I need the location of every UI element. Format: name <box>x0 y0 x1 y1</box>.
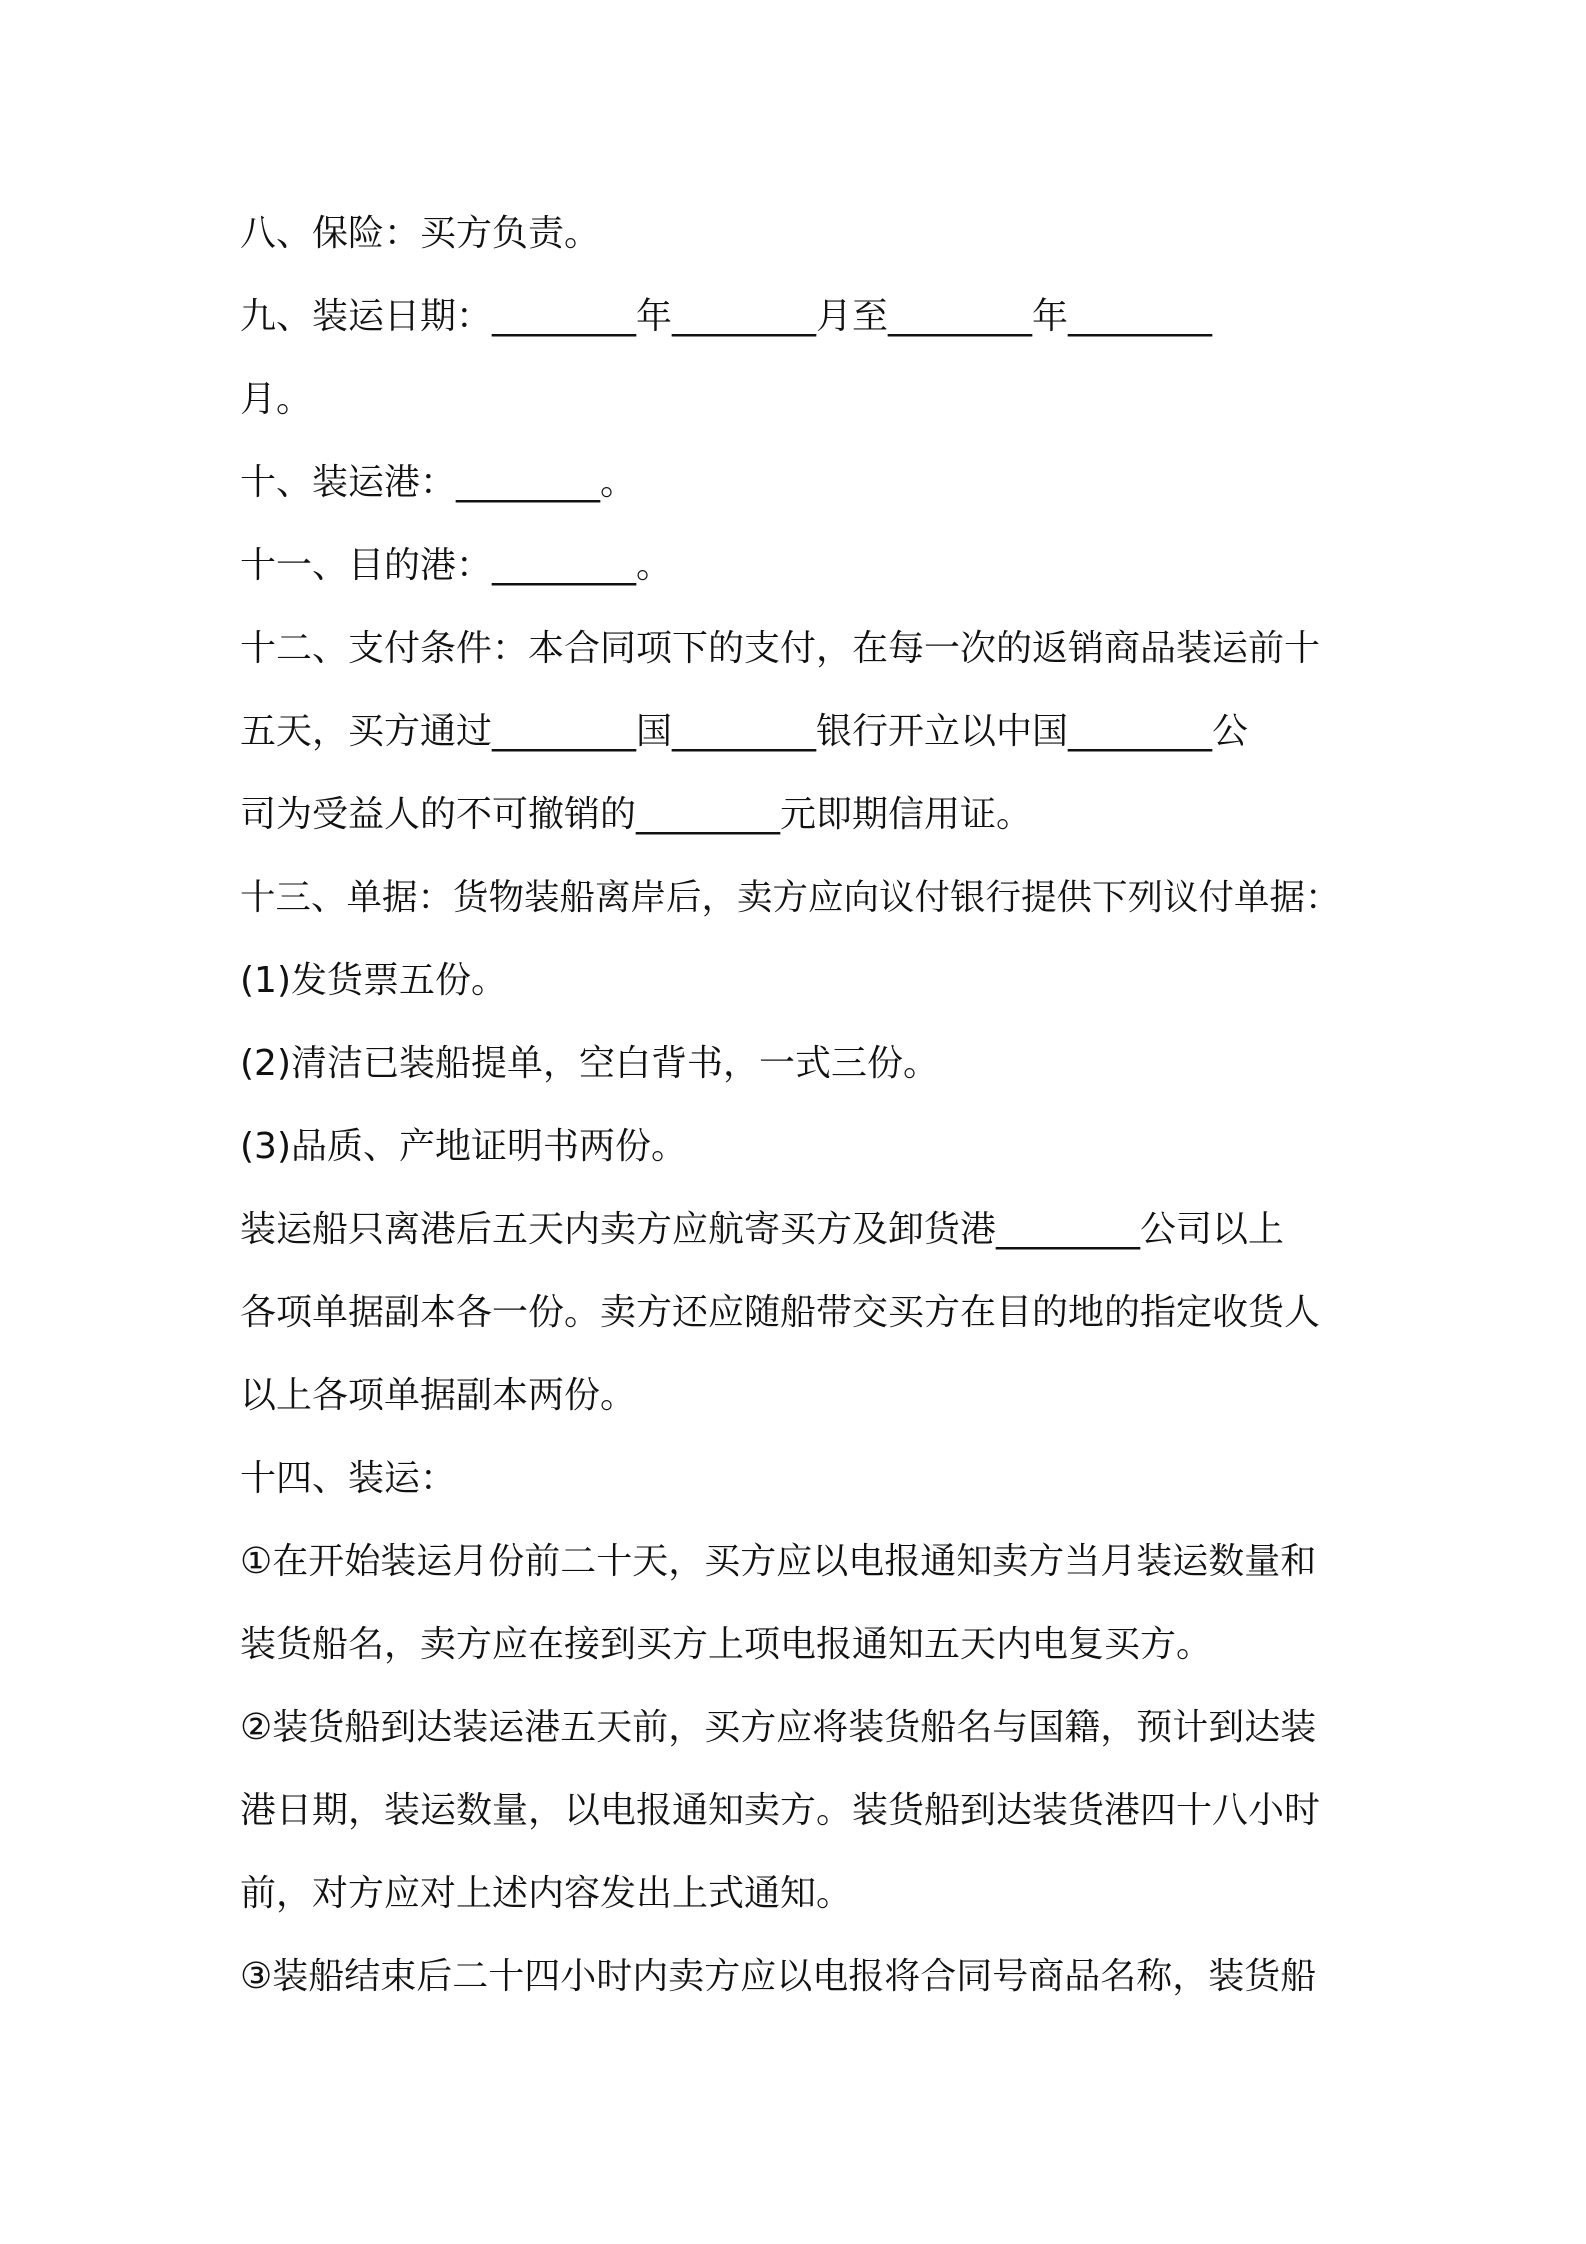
shipment-item-2-cont-2: 前，对方应对上述内容发出上式通知。 <box>240 1873 853 1914</box>
shipment-item-3: ③装船结束后二十四小时内卖方应以电报将合同号商品名称，装货船 <box>240 1956 1317 1997</box>
paragraph-airmail-copies: 装运船只离港后五天内卖方应航寄买方及卸货港________公司以上 <box>240 1209 1285 1250</box>
clause-payment-terms-cont-1: 五天，买方通过________国________银行开立以中国________公 <box>240 711 1249 752</box>
shipment-item-1-cont: 装货船名，卖方应在接到买方上项电报通知五天内电复买方。 <box>240 1624 1213 1665</box>
clause-shipment-date: 九、装运日期：________年________月至________年________ <box>240 296 1213 337</box>
shipment-item-2: ②装货船到达装运港五天前，买方应将装货船名与国籍，预计到达装 <box>240 1707 1317 1748</box>
document-item-bill-of-lading: (2)清洁已装船提单，空白背书，一式三份。 <box>240 1043 939 1084</box>
clause-loading-port: 十、装运港：________。 <box>240 462 637 503</box>
clause-insurance: 八、保险：买方负责。 <box>240 213 601 254</box>
clause-shipment: 十四、装运： <box>240 1458 457 1499</box>
document-item-invoice: (1)发货票五份。 <box>240 960 507 1001</box>
paragraph-airmail-copies-cont-2: 以上各项单据副本两份。 <box>240 1375 637 1416</box>
shipment-item-1: ①在开始装运月份前二十天，买方应以电报通知卖方当月装运数量和 <box>240 1541 1317 1582</box>
clause-destination-port: 十一、目的港：________。 <box>240 545 673 586</box>
document-body <box>240 192 1355 2018</box>
document-item-certificate: (3)品质、产地证明书两份。 <box>240 1126 687 1167</box>
clause-payment-terms-cont-2: 司为受益人的不可撤销的________元即期信用证。 <box>240 794 1033 835</box>
clause-payment-terms: 十二、支付条件：本合同项下的支付，在每一次的返销商品装运前十 <box>240 628 1321 669</box>
paragraph-airmail-copies-cont-1: 各项单据副本各一份。卖方还应随船带交买方在目的地的指定收货人 <box>240 1292 1321 1333</box>
clause-shipment-date-cont: 月。 <box>240 379 313 420</box>
shipment-item-2-cont-1: 港日期，装运数量，以电报通知卖方。装货船到达装货港四十八小时 <box>240 1790 1321 1831</box>
clause-documents: 十三、单据：货物装船离岸后，卖方应向议付银行提供下列议付单据： <box>240 877 1341 918</box>
